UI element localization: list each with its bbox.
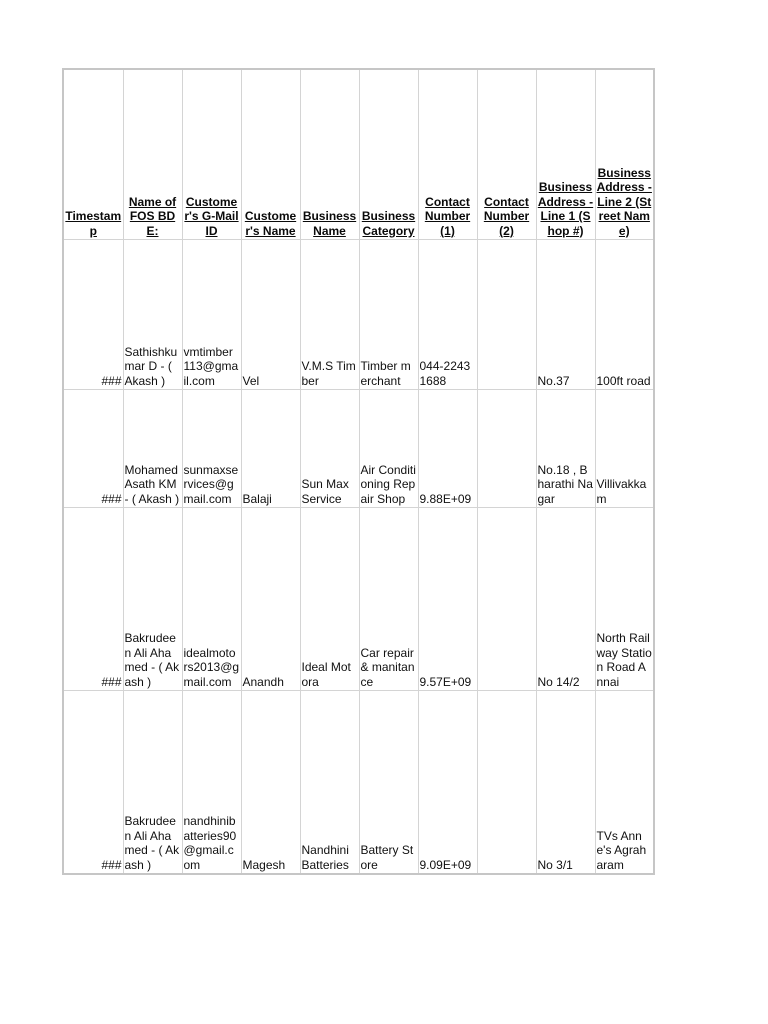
- cell-customer-name[interactable]: Vel: [241, 240, 300, 390]
- cell-business-name[interactable]: V.M.S Timber: [300, 240, 359, 390]
- header-row: [63, 69, 654, 240]
- cell-address-line-1[interactable]: No.37: [536, 240, 595, 390]
- header-business-name[interactable]: Business Name: [300, 69, 359, 240]
- cell-address-line-2[interactable]: 100ft road: [595, 240, 654, 390]
- cell-timestamp[interactable]: ###: [63, 390, 123, 508]
- header-fos-bde[interactable]: Name of FOS BDE:: [123, 69, 182, 240]
- cell-contact-1[interactable]: 9.09E+09: [418, 691, 477, 875]
- cell-customer-name[interactable]: Magesh: [241, 691, 300, 875]
- cell-timestamp[interactable]: ###: [63, 508, 123, 691]
- cell-contact-2[interactable]: [477, 390, 536, 508]
- cell-business-category[interactable]: Battery Store: [359, 691, 418, 875]
- cell-timestamp[interactable]: ###: [63, 691, 123, 875]
- cell-timestamp[interactable]: ###: [63, 240, 123, 390]
- cell-customer-name[interactable]: Balaji: [241, 390, 300, 508]
- header-gmail-id[interactable]: Customer's G-Mail ID: [182, 69, 241, 240]
- cell-gmail-id[interactable]: idealmotors2013@gmail.com: [182, 508, 241, 691]
- cell-business-name[interactable]: Sun Max Service: [300, 390, 359, 508]
- cell-contact-2[interactable]: [477, 240, 536, 390]
- cell-address-line-1[interactable]: No 3/1: [536, 691, 595, 875]
- header-address-line-1[interactable]: Business Address - Line 1 (Shop #): [536, 69, 595, 240]
- cell-contact-1[interactable]: 044-22431688: [418, 240, 477, 390]
- header-business-category[interactable]: Business Category: [359, 69, 418, 240]
- cell-address-line-2[interactable]: North Railway Station Road Annai: [595, 508, 654, 691]
- cell-address-line-1[interactable]: No 14/2: [536, 508, 595, 691]
- cell-fos-bde[interactable]: Bakrudeen Ali Ahamed - ( Akash ): [123, 508, 182, 691]
- cell-fos-bde[interactable]: Sathishkumar D - ( Akash ): [123, 240, 182, 390]
- cell-address-line-1[interactable]: No.18 , Bharathi Nagar: [536, 390, 595, 508]
- cell-gmail-id[interactable]: vmtimber113@gmail.com: [182, 240, 241, 390]
- cell-contact-1[interactable]: 9.88E+09: [418, 390, 477, 508]
- cell-fos-bde[interactable]: Bakrudeen Ali Ahamed - ( Akash ): [123, 691, 182, 875]
- header-address-line-2[interactable]: Business Address - Line 2 (Street Name): [595, 69, 654, 240]
- header-timestamp[interactable]: Timestamp: [63, 69, 123, 240]
- cell-business-category[interactable]: Air Conditioning Repair Shop: [359, 390, 418, 508]
- cell-gmail-id[interactable]: sunmaxservices@gmail.com: [182, 390, 241, 508]
- cell-business-name[interactable]: Ideal Motora: [300, 508, 359, 691]
- cell-address-line-2[interactable]: Villivakkam: [595, 390, 654, 508]
- header-contact-2[interactable]: Contact Number (2): [477, 69, 536, 240]
- cell-address-line-2[interactable]: TVs Anne's Agraharam: [595, 691, 654, 875]
- header-contact-1[interactable]: Contact Number (1): [418, 69, 477, 240]
- cell-business-category[interactable]: Timber merchant: [359, 240, 418, 390]
- cell-gmail-id[interactable]: nandhinibatteries90@gmail.com: [182, 691, 241, 875]
- cell-business-name[interactable]: Nandhini Batteries: [300, 691, 359, 875]
- table-row: [63, 240, 654, 390]
- cell-fos-bde[interactable]: Mohamed Asath KM - ( Akash ): [123, 390, 182, 508]
- table-row: [63, 508, 654, 691]
- cell-customer-name[interactable]: Anandh: [241, 508, 300, 691]
- table-row: [63, 390, 654, 508]
- spreadsheet-table: [62, 68, 655, 875]
- header-customer-name[interactable]: Customer's Name: [241, 69, 300, 240]
- cell-business-category[interactable]: Car repair & manitance: [359, 508, 418, 691]
- cell-contact-2[interactable]: [477, 508, 536, 691]
- cell-contact-1[interactable]: 9.57E+09: [418, 508, 477, 691]
- cell-contact-2[interactable]: [477, 691, 536, 875]
- table-row: [63, 691, 654, 875]
